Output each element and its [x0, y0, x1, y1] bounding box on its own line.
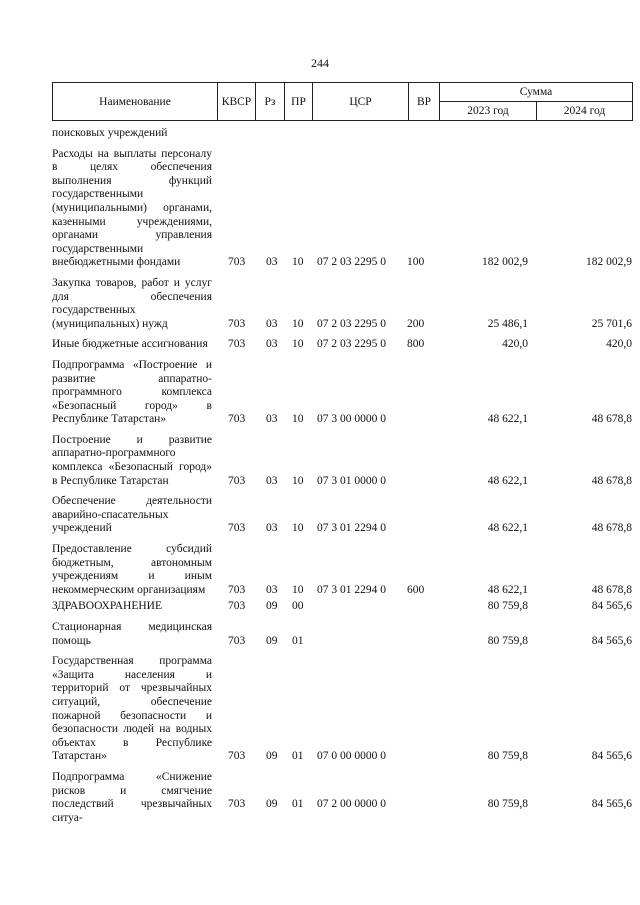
row-name: Закупка товаров, работ и услуг для обеспечения государственных (муниципальных) нужд [52, 276, 212, 330]
row-kvsr: 703 [228, 413, 246, 426]
row-name: Стационарная медицинская помощь [52, 621, 212, 647]
row-sum-2023: 48 622,1 [487, 522, 528, 535]
row-kvsr: 703 [228, 797, 246, 810]
page-number: 244 [311, 56, 329, 70]
table-row [52, 600, 632, 614]
row-kvsr: 703 [228, 600, 246, 613]
row-sum-2024: 182 002,9 [586, 256, 632, 269]
row-csr: 07 2 03 2295 0 [317, 338, 386, 351]
row-name: Государственная программа «Защита населения и территорий от чрезвычайных ситуаций, обеспечение пожарной безопасности и безопасности людей на водных объектах в Республике Татарстан» [52, 655, 212, 763]
row-csr: 07 0 00 0000 0 [317, 750, 386, 763]
row-pr: 10 [292, 413, 304, 426]
row-csr: 07 3 00 0000 0 [317, 413, 386, 426]
row-name: Построение и развитие аппаратно-программного комплекса «Безопасный город» в Республике Татарстан [52, 433, 212, 487]
row-sum-2023: 25 486,1 [487, 317, 528, 330]
row-kvsr: 703 [228, 583, 246, 596]
row-sum-2023: 182 002,9 [482, 256, 528, 269]
table-row [52, 127, 632, 141]
row-name: Подпрограмма «Построение и развитие аппаратно-программного комплекса «Безопасный город» в Республике Татарстан» [52, 358, 212, 426]
row-csr: 07 2 00 0000 0 [317, 797, 386, 810]
header-csr: ЦСР [312, 82, 409, 121]
table-row [52, 148, 632, 270]
row-sum-2024: 84 565,6 [591, 750, 632, 763]
row-sum-2024: 84 565,6 [591, 634, 632, 647]
row-name: Обеспечение деятельности аварийно-спасательных учреждений [52, 495, 212, 535]
row-vr: 200 [407, 317, 425, 330]
row-pr: 01 [292, 750, 304, 763]
table-row [52, 771, 632, 825]
row-csr: 07 2 03 2295 0 [317, 256, 386, 269]
row-rz: 03 [266, 474, 278, 487]
row-name: Расходы на выплаты персоналу в целях обеспечения выполнения функций государственными (муниципальными) органами, казенными учреждениями, органами управления государственными внебюджетными фондами [52, 147, 212, 269]
table-row [52, 655, 632, 764]
row-vr: 600 [407, 583, 425, 596]
row-name: Подпрограмма «Снижение рисков и смягчение последствий чрезвычайных ситуа- [52, 770, 212, 824]
row-pr: 10 [292, 317, 304, 330]
row-rz: 03 [266, 338, 278, 351]
header-pr: ПР [284, 82, 313, 121]
row-sum-2024: 84 565,6 [591, 797, 632, 810]
row-sum-2023: 80 759,8 [487, 797, 528, 810]
row-sum-2024: 48 678,8 [591, 474, 632, 487]
row-name: Иные бюджетные ассигнования [52, 338, 208, 351]
row-kvsr: 703 [228, 256, 246, 269]
row-vr: 100 [407, 256, 425, 269]
table-row [52, 434, 632, 488]
table-body [52, 127, 632, 825]
row-csr: 07 3 01 0000 0 [317, 474, 386, 487]
row-sum-2024: 48 678,8 [591, 583, 632, 596]
row-sum-2024: 420,0 [606, 338, 632, 351]
row-kvsr: 703 [228, 474, 246, 487]
table-row [52, 495, 632, 536]
row-pr: 10 [292, 583, 304, 596]
row-rz: 03 [266, 583, 278, 596]
header-sum: Сумма [439, 82, 633, 102]
header-vr: ВР [408, 82, 440, 121]
table-row [52, 338, 632, 352]
row-sum-2024: 25 701,6 [591, 317, 632, 330]
row-pr: 00 [292, 600, 304, 613]
header-name: Наименование [52, 82, 218, 121]
row-sum-2023: 48 622,1 [487, 413, 528, 426]
row-sum-2023: 48 622,1 [487, 474, 528, 487]
row-sum-2023: 48 622,1 [487, 583, 528, 596]
row-pr: 10 [292, 474, 304, 487]
row-pr: 01 [292, 634, 304, 647]
row-rz: 09 [266, 634, 278, 647]
row-csr: 07 3 01 2294 0 [317, 583, 386, 596]
row-rz: 09 [266, 797, 278, 810]
table-row [52, 621, 632, 648]
row-pr: 10 [292, 256, 304, 269]
row-kvsr: 703 [228, 750, 246, 763]
row-rz: 03 [266, 317, 278, 330]
header-year-2023: 2023 год [439, 101, 537, 121]
table-row [52, 359, 632, 427]
row-csr: 07 3 01 2294 0 [317, 522, 386, 535]
row-rz: 03 [266, 256, 278, 269]
row-kvsr: 703 [228, 634, 246, 647]
row-name: поисковых учреждений [52, 127, 168, 139]
header-year-2024: 2024 год [536, 101, 633, 121]
table-row [52, 277, 632, 331]
table-row [52, 543, 632, 597]
row-sum-2023: 420,0 [502, 338, 528, 351]
row-sum-2023: 80 759,8 [487, 750, 528, 763]
row-rz: 03 [266, 522, 278, 535]
row-sum-2024: 48 678,8 [591, 522, 632, 535]
row-sum-2024: 84 565,6 [591, 600, 632, 613]
row-kvsr: 703 [228, 522, 246, 535]
row-pr: 01 [292, 797, 304, 810]
row-csr: 07 2 03 2295 0 [317, 317, 386, 330]
row-sum-2023: 80 759,8 [487, 600, 528, 613]
row-name: ЗДРАВООХРАНЕНИЕ [52, 600, 163, 613]
row-vr: 800 [407, 338, 425, 351]
header-kvsr: КВСР [217, 82, 256, 121]
row-kvsr: 703 [228, 338, 246, 351]
row-rz: 03 [266, 413, 278, 426]
row-name: Предоставление субсидий бюджетным, автономным учреждениям и иным некоммерческим организациям [52, 543, 212, 596]
row-sum-2024: 48 678,8 [591, 413, 632, 426]
row-pr: 10 [292, 338, 304, 351]
row-rz: 09 [266, 600, 278, 613]
row-rz: 09 [266, 750, 278, 763]
row-pr: 10 [292, 522, 304, 535]
row-sum-2023: 80 759,8 [487, 634, 528, 647]
header-rz: Рз [255, 82, 285, 121]
row-kvsr: 703 [228, 317, 246, 330]
